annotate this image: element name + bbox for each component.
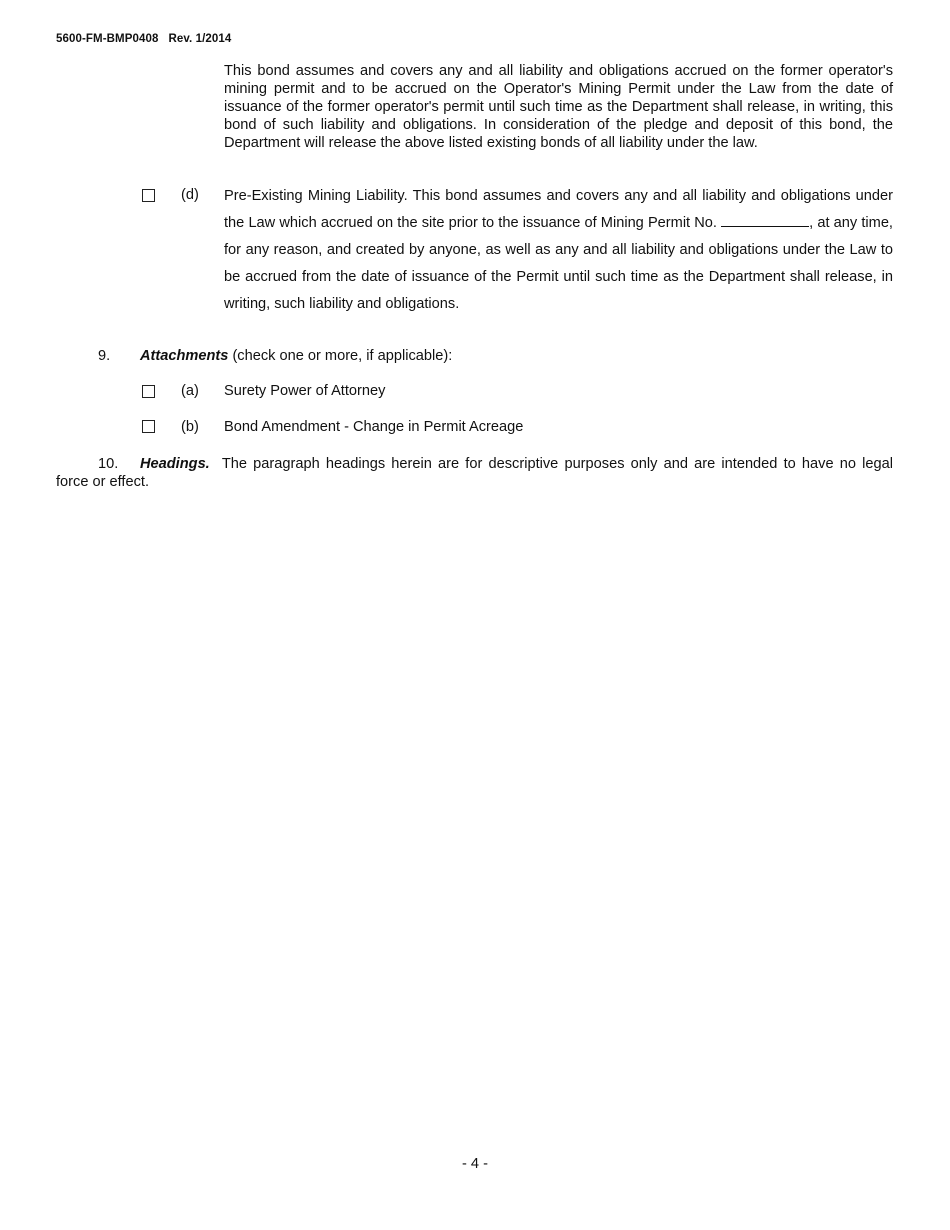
attachment-a-label: Surety Power of Attorney bbox=[224, 383, 386, 399]
section-9-text: (check one or more, if applicable): bbox=[228, 348, 453, 364]
item-d-text-after: , at any time, for any reason, and created by anyone, as well as any and all liability and obligations under the Law to be accrued from the date of issuance of the Permit until such time as the Department shall release, in writing, such liability and obligations. bbox=[224, 215, 893, 312]
section-10-number: 10. bbox=[98, 456, 119, 472]
attachment-a-letter: (a) bbox=[181, 383, 199, 399]
section-10-text: The paragraph headings herein are for descriptive purposes only and are intended to have no legal force or effect. bbox=[56, 456, 898, 490]
attachment-b-checkbox[interactable] bbox=[142, 420, 155, 433]
section-10-heading: Headings. bbox=[140, 456, 210, 472]
item-d-text-before: Pre-Existing Mining Liability. This bond assumes and covers any and all liability and obligations under the Law which accrued on the site prior to the issuance of Mining Permit No. bbox=[224, 188, 893, 231]
attachment-b-letter: (b) bbox=[181, 419, 199, 435]
section-10 bbox=[56, 455, 898, 491]
form-number: 5600-FM-BMP0408 bbox=[56, 33, 159, 45]
item-d-checkbox[interactable] bbox=[142, 189, 155, 202]
continuation-paragraph: This bond assumes and covers any and all liability and obligations accrued on the former operator's mining permit and to be accrued on the Operator's Mining Permit under the Law from the date of issuance of the former operator's permit until such time as the Department shall release, in writing, this bond of such liability and obligations. In consideration of the pledge and deposit of this bond, the Department will release the above listed existing bonds of all liability under the law. bbox=[224, 63, 893, 151]
mining-permit-number-field[interactable] bbox=[721, 214, 809, 227]
section-9 bbox=[98, 348, 452, 364]
attachment-b-label: Bond Amendment - Change in Permit Acreage bbox=[224, 419, 524, 435]
form-identifier bbox=[56, 33, 231, 45]
item-d-letter: (d) bbox=[181, 187, 199, 203]
attachment-a-checkbox[interactable] bbox=[142, 385, 155, 398]
page-number: - 4 - bbox=[462, 1156, 488, 1172]
section-9-number: 9. bbox=[98, 348, 111, 364]
item-d-text bbox=[224, 183, 893, 318]
form-revision: Rev. 1/2014 bbox=[168, 33, 232, 45]
section-9-heading: Attachments bbox=[140, 348, 229, 364]
